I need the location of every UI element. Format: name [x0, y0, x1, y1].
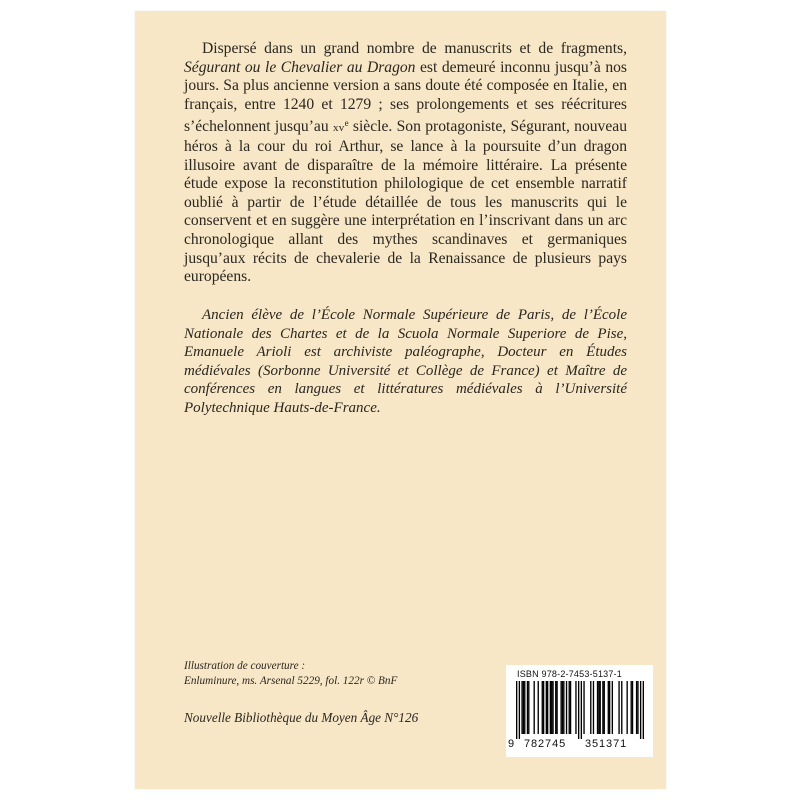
barcode-bar — [560, 681, 561, 734]
barcode-bar — [550, 681, 551, 734]
barcode-bar — [566, 681, 567, 734]
barcode-bar — [631, 681, 632, 734]
barcode-bar — [521, 681, 522, 734]
barcode-bar — [593, 681, 594, 734]
blurb-part-2: est demeuré inconnu jusqu’à nos jours. Sa plus ancienne version a sans doute été composée en Italie, en français, entre 1240 et 1279 ; ses prolongements et ses réécritures s’échelonnent jusqu’au — [184, 58, 627, 136]
barcode-bar — [637, 681, 638, 734]
blurb-part-1: Dispersé dans un grand nombre de manuscrits et de fragments, — [202, 40, 627, 57]
barcode-bar — [551, 681, 552, 734]
work-title: Ségurant ou le Chevalier au Dragon — [184, 58, 416, 76]
author-bio — [184, 306, 627, 417]
barcode-bar — [524, 681, 525, 734]
barcode-bar — [519, 681, 520, 739]
barcode-bar — [608, 681, 609, 734]
ean-left-group: 782745 — [524, 738, 567, 750]
barcode-bar — [621, 681, 622, 734]
barcode-bar — [527, 681, 528, 734]
barcode-bar — [570, 681, 571, 734]
isbn-label: ISBN 978-2-7453-5137-1 — [517, 669, 622, 679]
barcode-bar — [555, 681, 556, 734]
barcode-bar — [578, 681, 579, 739]
barcode-bar — [552, 681, 553, 734]
barcode-bar — [590, 681, 591, 734]
barcode-bar — [523, 681, 524, 734]
barcode-bar — [583, 681, 584, 734]
barcode-bar — [618, 681, 619, 734]
barcode-bar — [546, 681, 547, 734]
book-back-cover — [135, 11, 666, 789]
barcode-bar — [581, 681, 582, 739]
barcode-bar — [598, 681, 599, 734]
barcode-bar — [575, 681, 576, 734]
barcode-bar — [626, 681, 627, 734]
ean-right-group: 351371 — [585, 738, 628, 750]
barcode-bar — [640, 681, 641, 739]
barcode-bar — [562, 681, 563, 734]
barcode-bar — [569, 681, 570, 734]
barcode-bar — [542, 681, 543, 734]
barcode-bar — [556, 681, 557, 734]
barcode-bar — [538, 681, 539, 734]
barcode-bar — [528, 681, 529, 734]
barcode-bar — [547, 681, 548, 734]
barcode-bar — [612, 681, 613, 734]
barcode-bar — [563, 681, 564, 734]
blurb-text — [184, 40, 627, 287]
blurb-part-3: siècle. Son protagoniste, Ségurant, nouveau héros à la cour du roi Arthur, se lance à la poursuite d’un dragon illusoire avant de disparaître de la mémoire littéraire. La présente étude expose la reconstitution philologique de cet ensemble narratif oublié à partir de l’étude détaillée de tous les manuscrits qui le conservent et en suggère une interprétation en l’inscrivant dans un arc chronologique allant des mythes scandinaves et germaniques jusqu’aux récits de chevalerie de la Renaissance de plusieurs pays européens. — [184, 118, 627, 286]
barcode-bar — [597, 681, 598, 734]
barcode-bar — [602, 681, 603, 734]
ean-first-digit: 9 — [508, 738, 515, 750]
barcode-bar — [600, 681, 601, 734]
barcode-bar — [534, 681, 535, 734]
barcode-bar — [604, 681, 605, 734]
barcode-bar — [636, 681, 637, 734]
barcode-bars — [516, 681, 644, 739]
barcode-bar — [516, 681, 517, 739]
isbn-barcode — [506, 665, 653, 757]
series-title: Nouvelle Bibliothèque du Moyen Âge N°126 — [184, 710, 419, 725]
author-bio-text: Ancien élève de l’École Normale Supérieure de Paris, de l’École Nationale des Chartes et de la Scuola Normale Superiore de Pise, Emanuele Arioli est archiviste paléographe, Docteur en Études médiévales (Sorbonne Université et Collège de France) et Maître de conférences en langues et littératures médiévales à l’Université Polytechnique Hauts-de-France. — [184, 307, 627, 416]
barcode-bar — [543, 681, 544, 734]
cover-illustration-credit — [184, 659, 397, 689]
credit-line-1: Illustration de couverture : — [184, 660, 306, 672]
century-roman: xv — [332, 122, 345, 135]
barcode-bar — [643, 681, 644, 739]
credit-line-2: Enluminure, ms. Arsenal 5229, fol. 122r © BnF — [184, 675, 398, 687]
barcode-bar — [632, 681, 633, 734]
blurb-paragraph — [184, 40, 627, 287]
century-superscript: e — [344, 118, 349, 129]
barcode-bar — [609, 681, 610, 734]
